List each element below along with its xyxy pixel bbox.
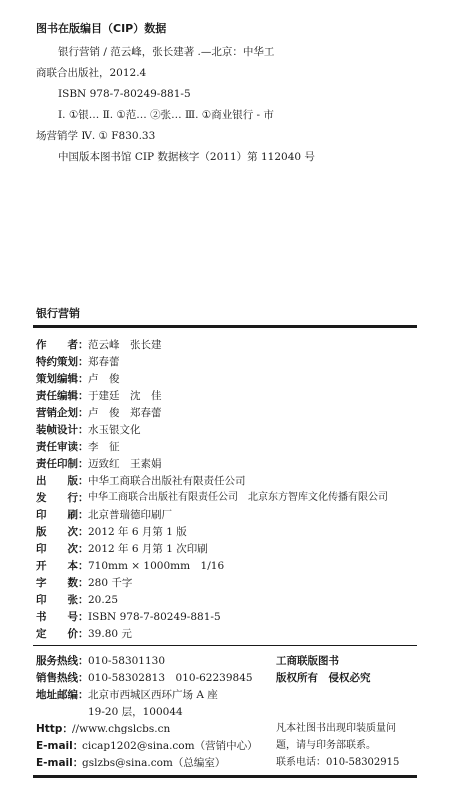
address-line: 北京市西城区西环广场 A 座 <box>88 689 218 701</box>
credit-value: 迈致红 王素娟 <box>88 458 162 470</box>
cip-classification: Ⅰ. ①银… Ⅱ. ①范… ②张… Ⅲ. ①商业银行 - 市 <box>58 109 274 121</box>
contact-label: Http： <box>36 723 73 735</box>
pubinfo-value: ISBN 978-7-80249-881-5 <box>88 611 221 623</box>
pubinfo-label: 出 版： <box>36 475 89 487</box>
credit-label: 责任印制： <box>36 458 89 470</box>
pubinfo-value: 北京普瑞德印刷厂 <box>88 509 172 521</box>
pubinfo-label: 发 行： <box>36 492 89 504</box>
contact-label: 地址邮编： <box>36 689 89 701</box>
credit-label: 营销企划： <box>36 407 89 419</box>
email-marketing: cicap1202@sina.com（营销中心） <box>82 740 258 752</box>
credit-value: 李 征 <box>88 441 120 453</box>
credit-label: 责任审读： <box>36 441 89 453</box>
cip-line: 商联合出版社，2012.4 <box>36 67 147 79</box>
pubinfo-value: 710mm × 1000mm 1/16 <box>88 560 225 572</box>
bottom-divider <box>33 775 417 778</box>
contact-divider <box>33 645 417 646</box>
credit-value: 卢 俊 <box>88 373 120 385</box>
pubinfo-value: 39.80 元 <box>88 628 132 640</box>
contact-label: E-mail： <box>36 757 84 769</box>
pubinfo-label: 印 刷： <box>36 509 89 521</box>
cip-classification-cont: 场营销学 Ⅳ. ① F830.33 <box>36 130 156 142</box>
credit-label: 特约策划： <box>36 356 89 368</box>
quality-notice: 凡本社图书出现印装质量问 <box>276 723 396 734</box>
contact-label: 销售热线： <box>36 672 89 684</box>
quality-notice: 题，请与印务部联系。 <box>276 740 376 751</box>
pubinfo-label: 版 次： <box>36 526 89 538</box>
credit-label: 策划编辑： <box>36 373 89 385</box>
email-editorial: gslzbs@sina.com（总编室） <box>82 757 226 769</box>
credit-value: 郑春蕾 <box>88 356 120 368</box>
credit-label: 装帧设计： <box>36 424 89 436</box>
pubinfo-label: 书 号： <box>36 611 89 623</box>
contact-phone: 联系电话：010-58302915 <box>276 757 400 768</box>
contact-label: 服务热线： <box>36 655 89 667</box>
website-url: //www.chgslcbs.cn <box>72 723 171 735</box>
address-line: 19-20 层，100044 <box>88 706 183 718</box>
credit-value: 范云峰 张长建 <box>88 339 162 351</box>
service-hotline: 010-58301130 <box>88 655 166 667</box>
pubinfo-label: 字 数： <box>36 577 89 589</box>
book-title: 银行营销 <box>36 307 80 320</box>
pubinfo-value: 中华工商联合出版社有限责任公司 <box>88 475 246 487</box>
pubinfo-label: 印 张： <box>36 594 89 606</box>
credit-label: 作 者： <box>36 339 89 351</box>
pubinfo-value: 20.25 <box>88 594 119 606</box>
credit-value: 水玉银文化 <box>88 424 141 436</box>
credit-value: 卢 俊 郑春蕾 <box>88 407 162 419</box>
credit-value: 于建廷 沈 佳 <box>88 390 162 402</box>
cip-record-number: 中国版本图书馆 CIP 数据核字（2011）第 112040 号 <box>58 151 315 163</box>
sales-hotline: 010-58302813 010-62239845 <box>88 672 253 684</box>
pubinfo-value: 280 千字 <box>88 577 133 589</box>
cip-line: 银行营销 / 范云峰，张长建著 .—北京：中华工 <box>58 46 275 58</box>
credit-label: 责任编辑： <box>36 390 89 402</box>
pubinfo-value: 2012 年 6 月第 1 次印刷 <box>88 543 208 555</box>
cip-isbn: ISBN 978-7-80249-881-5 <box>58 88 191 100</box>
pubinfo-value: 2012 年 6 月第 1 版 <box>88 526 187 538</box>
pubinfo-label: 定 价： <box>36 628 89 640</box>
pubinfo-label: 印 次： <box>36 543 89 555</box>
publisher-books: 工商联版图书 <box>276 655 339 667</box>
title-divider <box>33 325 417 328</box>
rights-reserved: 版权所有 侵权必究 <box>276 672 371 684</box>
cip-heading: 图书在版编目（CIP）数据 <box>36 22 167 35</box>
contact-label: E-mail： <box>36 740 84 752</box>
pubinfo-value: 中华工商联合出版社有限责任公司 北京东方智库文化传播有限公司 <box>88 492 388 503</box>
pubinfo-label: 开 本： <box>36 560 89 572</box>
